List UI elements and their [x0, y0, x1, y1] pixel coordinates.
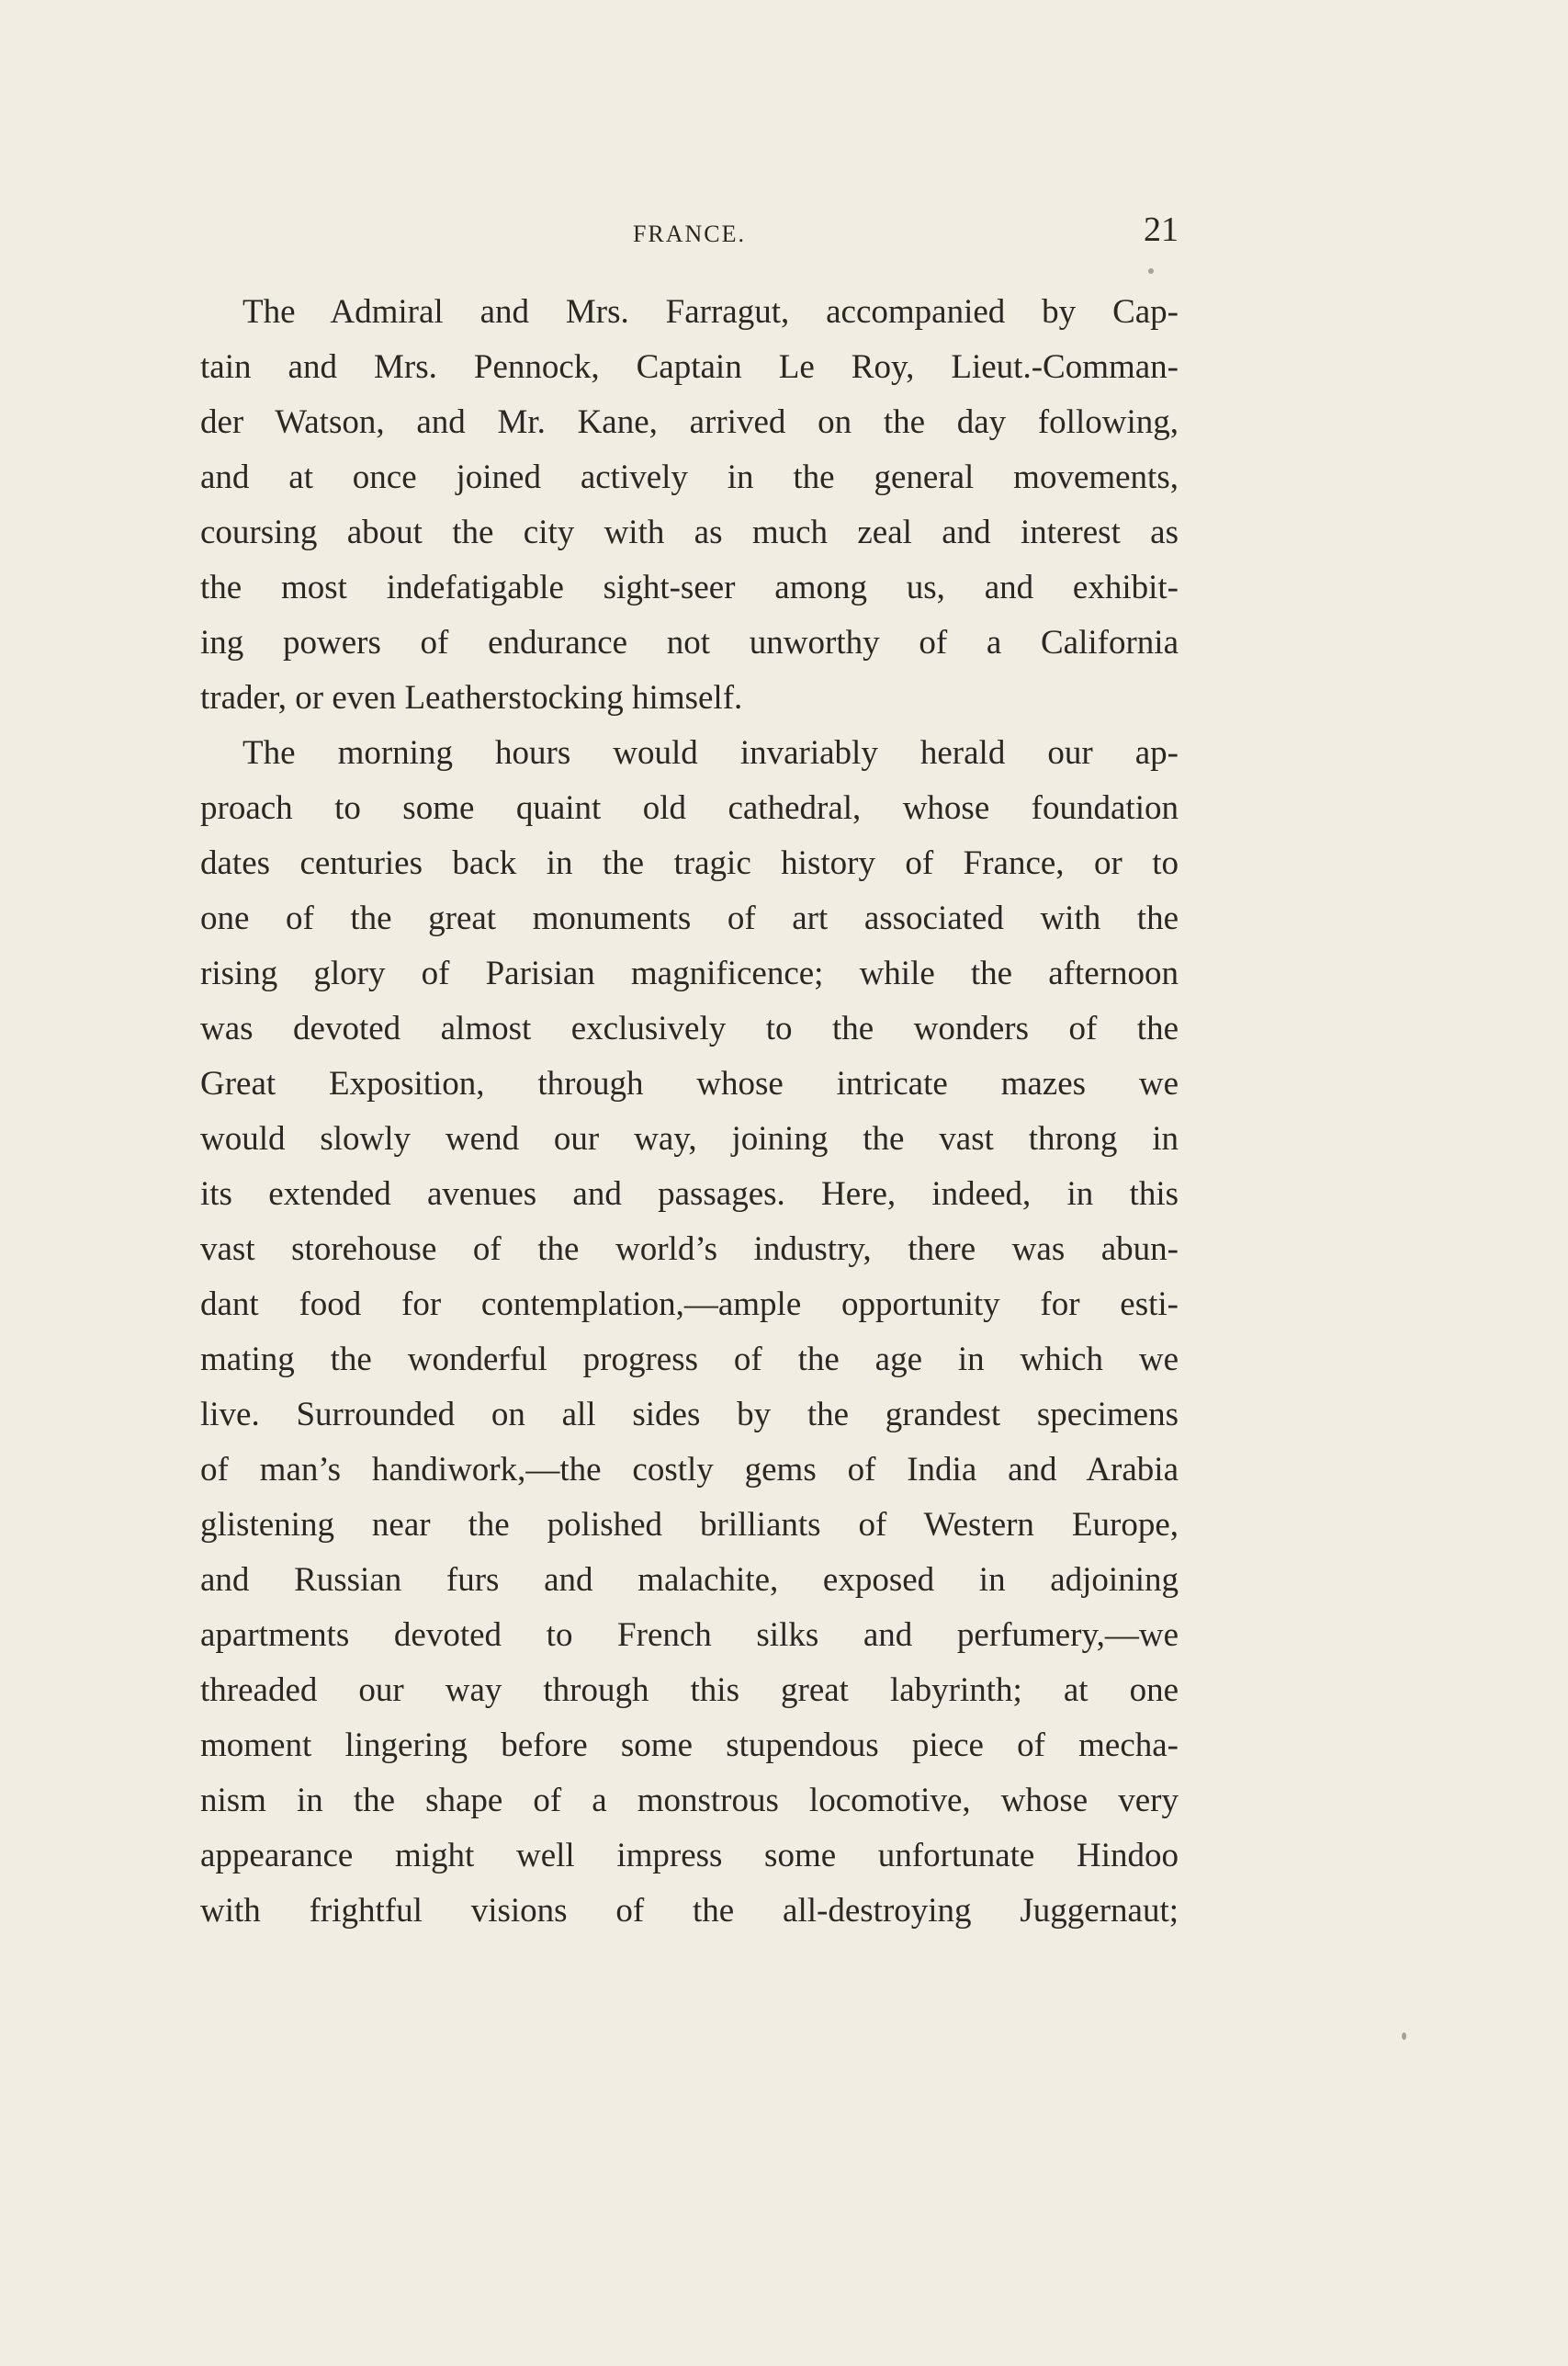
text-line: dates centuries back in the tragic history of France, or to — [200, 844, 1179, 882]
text-line: tain and Mrs. Pennock, Captain Le Roy, Lieut.-Comman- — [200, 348, 1179, 386]
text-line: rising glory of Parisian magnificence; while the afternoon — [200, 955, 1179, 992]
text-line: was devoted almost exclusively to the wonders of the — [200, 1010, 1179, 1047]
text-line: threaded our way through this great labyrinth; at one — [200, 1671, 1179, 1709]
text-line: vast storehouse of the world’s industry, there was abun- — [200, 1230, 1179, 1268]
text-line: the most indefatigable sight-seer among us, and exhibit- — [200, 569, 1179, 606]
text-line: trader, or even Leatherstocking himself. — [200, 679, 743, 717]
text-line: coursing about the city with as much zeal and interest as — [200, 514, 1179, 551]
text-line: appearance might well impress some unfortunate Hindoo — [200, 1837, 1179, 1874]
page-number: 21 — [1144, 210, 1179, 249]
text-line: nism in the shape of a monstrous locomotive, whose very — [200, 1782, 1179, 1819]
text-line: der Watson, and Mr. Kane, arrived on the day following, — [200, 403, 1179, 441]
text-line: glistening near the polished brilliants of Western Europe, — [200, 1506, 1179, 1544]
ink-speck — [1148, 268, 1154, 274]
text-line: mating the wonderful progress of the age in which we — [200, 1341, 1179, 1378]
ink-speck — [1402, 2032, 1406, 2040]
text-line: The Admiral and Mrs. Farragut, accompanied by Cap- — [243, 293, 1179, 331]
text-line: would slowly wend our way, joining the vast throng in — [200, 1120, 1179, 1158]
page-header — [200, 209, 1179, 265]
text-line: apartments devoted to French silks and perfumery,—we — [200, 1616, 1179, 1654]
text-line: live. Surrounded on all sides by the grandest specimens — [200, 1396, 1179, 1433]
text-line: dant food for contemplation,—ample opportunity for esti- — [200, 1285, 1179, 1323]
paragraph-1 — [200, 285, 1179, 726]
text-line: and Russian furs and malachite, exposed in adjoining — [200, 1561, 1179, 1599]
body-text — [200, 285, 1179, 1939]
running-head: FRANCE. — [632, 221, 747, 247]
text-line: one of the great monuments of art associated with the — [200, 900, 1179, 937]
text-line: moment lingering before some stupendous piece of mecha- — [200, 1726, 1179, 1764]
text-line: its extended avenues and passages. Here, indeed, in this — [200, 1175, 1179, 1213]
text-line: Great Exposition, through whose intricate mazes we — [200, 1065, 1179, 1103]
text-line: proach to some quaint old cathedral, whose foundation — [200, 789, 1179, 827]
text-line: with frightful visions of the all-destroying Juggernaut; — [200, 1892, 1179, 1930]
paragraph-2 — [200, 726, 1179, 1939]
text-line: The morning hours would invariably herald our ap- — [243, 734, 1179, 772]
text-line: ing powers of endurance not unworthy of a California — [200, 624, 1179, 662]
text-line: of man’s handiwork,—the costly gems of India and Arabia — [200, 1451, 1179, 1489]
text-line: and at once joined actively in the general movements, — [200, 458, 1179, 496]
